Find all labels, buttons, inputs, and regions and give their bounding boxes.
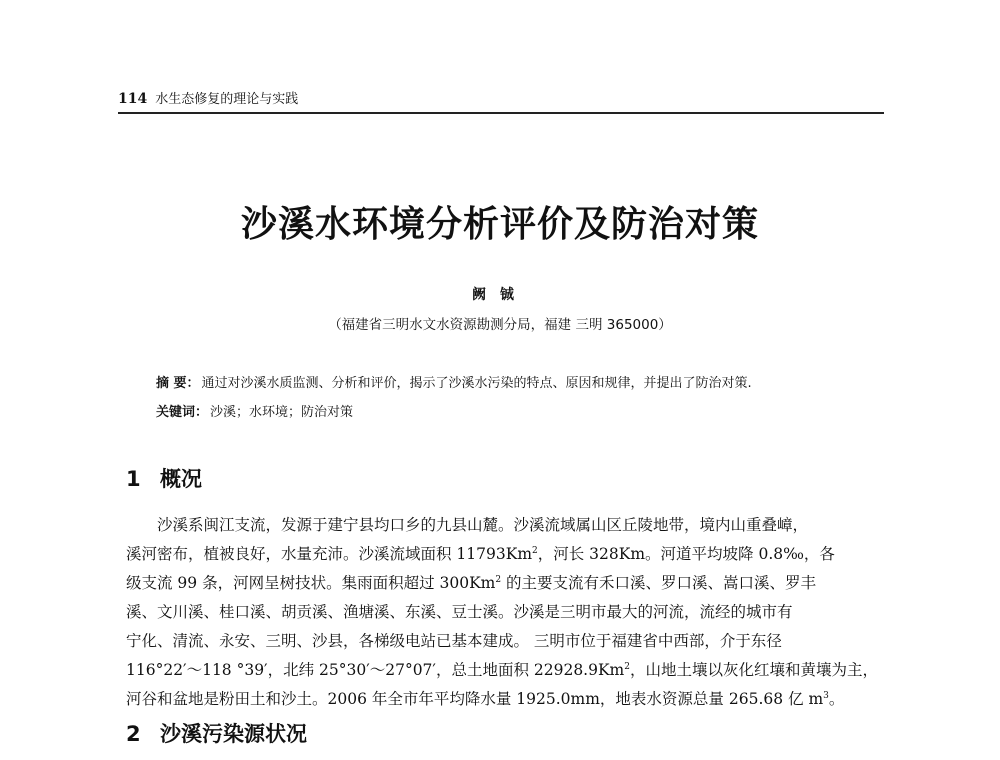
paragraph-line: 溪河密布，植被良好，水量充沛。沙溪流域面积 11793Km$^2$，河长 328Km。河道平均坡降 0.8‰，各 xyxy=(126,545,835,563)
keywords-label: 关键词： xyxy=(156,405,209,420)
running-header xyxy=(118,88,298,107)
superscript: 2 xyxy=(532,546,538,556)
keywords xyxy=(156,401,353,420)
paragraph-line: 沙溪系闽江支流，发源于建宁县均口乡的九县山麓。沙溪流域属山区丘陵地带，境内山重叠嶂， xyxy=(157,516,809,534)
abstract-label: 摘 要： xyxy=(156,376,200,391)
article-title: 沙溪水环境分析评价及防治对策 xyxy=(240,203,759,245)
paragraph-line: 宁化、清流、永安、三明、沙县，各梯级电站已基本建成。 三明市位于福建省中西部，介于东径 xyxy=(126,632,782,650)
book-title: 水生态修复的理论与实践 xyxy=(155,92,299,107)
abstract xyxy=(156,372,752,391)
header-rule xyxy=(118,112,884,114)
keywords-text: 沙溪；水环境；防治对策 xyxy=(210,405,354,420)
section-number: 1 xyxy=(126,467,141,491)
paragraph-line: 河谷和盆地是粉田土和沙土。2006 年全市年平均降水量 1925.0mm，地表水资源总量 265.68 亿 $m^3$。 xyxy=(126,690,845,708)
section-title: 沙溪污染源状况 xyxy=(160,722,307,746)
paragraph-line: 溪、文川溪、桂口溪、胡贡溪、渔塘溪、东溪、豆士溪。沙溪是三明市最大的河流，流经的城市有 xyxy=(126,603,793,621)
superscript: 3 xyxy=(823,691,829,701)
author-name: 阙铖 xyxy=(472,287,528,303)
paragraph-line: 级支流 99 条，河网呈树技状。集雨面积超过 300Km$^2$ 的主要支流有禾口溪、罗口溪、嵩口溪、罗丰 xyxy=(126,574,817,592)
section-heading-2 xyxy=(126,718,307,748)
section-number: 2 xyxy=(126,722,141,746)
section-title: 概况 xyxy=(160,467,202,491)
section-1-paragraph xyxy=(126,511,886,714)
section-heading-1 xyxy=(126,463,202,493)
superscript: 2 xyxy=(624,662,630,672)
author-affiliation: （福建省三明水文水资源勘测分局，福建 三明 365000） xyxy=(328,317,672,333)
superscript: 2 xyxy=(495,575,502,585)
page-number: 114 xyxy=(118,91,148,107)
abstract-text: 通过对沙溪水质监测、分析和评价，揭示了沙溪水污染的特点、原因和规律，并提出了防治对策. xyxy=(201,376,752,391)
paragraph-line: 116°22′～118 °39′，北纬 25°30′～27°07′，总土地面积 22928.9Km$^2$，山地土壤以灰化红壤和黄壤为主， xyxy=(126,661,878,679)
